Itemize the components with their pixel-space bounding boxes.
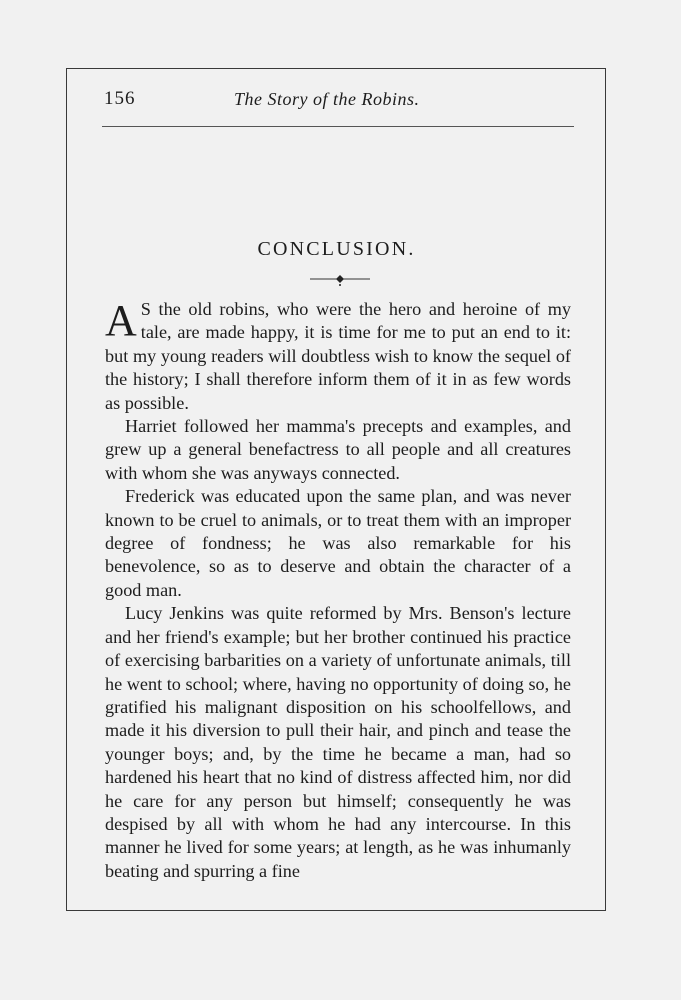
paragraph-1 <box>105 298 571 415</box>
paragraph-4: Lucy Jenkins was quite reformed by Mrs. Benson's lecture and her friend's example; but her brother continued his practice of exercising barbarities on a variety of unfortunate animals, till he went to school; where, having no opportunity of doing so, he gratified his malignant disposition on his schoolfellows, and made it his diversion to pull their hair, and pinch and tease the younger boys; and, by the time he became a man, had so hardened his heart that no kind of distress affected him, nor did he care for any person but himself; consequently he was despised by all with whom he had any intercourse. In this manner he lived for some years; at length, as he was inhumanly beating and spurring a fine <box>105 603 571 881</box>
paragraph-3: Frederick was educated upon the same plan, and was never known to be cruel to animals, or to treat them with an improper degree of fondness; he was also remarkable for his benevolence, so as to deserve and obtain the character of a good man. <box>105 486 571 600</box>
paragraph-1-text: S the old robins, who were the hero and heroine of my tale, are made happy, it is time for me to put an end to it: but my young readers will doubtless wish to know the sequel of the history; I shall therefore inform them of it in as few words as possible. <box>105 299 571 413</box>
header-rule <box>102 126 574 127</box>
running-head <box>104 88 574 118</box>
body-text <box>105 298 571 883</box>
page-number: 156 <box>104 88 136 109</box>
drop-cap: A <box>105 296 137 345</box>
chapter-title: CONCLUSION. <box>257 238 416 260</box>
paragraph-2: Harriet followed her mamma's precepts and examples, and grew up a general benefactress to all people and all creatures with whom she was anyways connected. <box>105 416 571 483</box>
running-title: The Story of the Robins. <box>234 89 420 109</box>
ornament-divider-icon <box>310 272 370 286</box>
